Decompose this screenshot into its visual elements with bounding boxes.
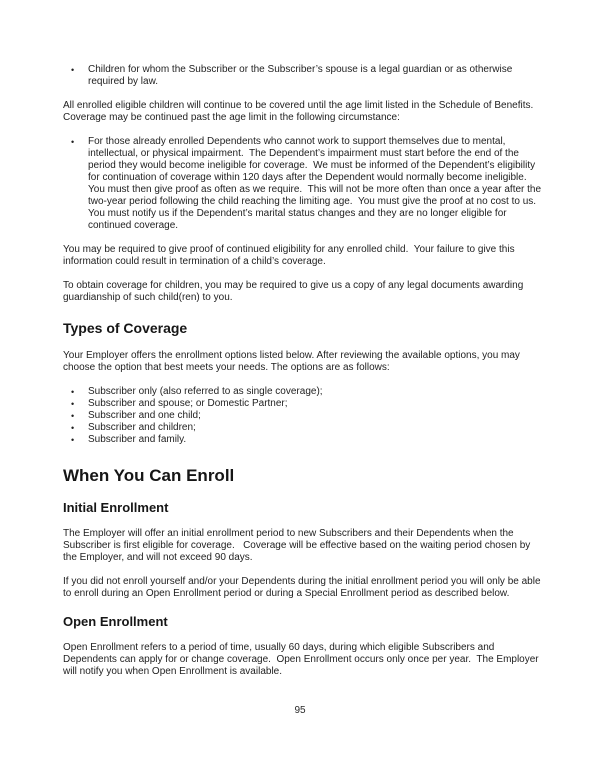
section-heading-initial-enrollment: Initial Enrollment	[63, 500, 169, 515]
coverage-option-text: Subscriber and children;	[88, 422, 196, 433]
paragraph-age-limit: All enrolled eligible children will continue to be covered until the age limit listed in the Schedule of Benefits. Coverage may be continued past the age limit in the following circumstance:	[63, 100, 534, 123]
paragraph-enrollment-options: Your Employer offers the enrollment options listed below. After reviewing the available options, you may choose the option that best meets your needs. The options are as follows:	[63, 350, 520, 373]
paragraph-legal-documents: To obtain coverage for children, you may be required to give us a copy of any legal documents awarding guardianship of such child(ren) to you.	[63, 280, 524, 303]
bullet-icon: •	[71, 399, 75, 409]
coverage-option-children	[63, 422, 542, 434]
coverage-option-one-child	[63, 410, 542, 422]
coverage-option-text: Subscriber and spouse; or Domestic Partner;	[88, 398, 288, 409]
coverage-option-text: Subscriber and family.	[88, 434, 187, 445]
paragraph-missed-enrollment: If you did not enroll yourself and/or your Dependents during the initial enrollment period you will only be able to enroll during an Open Enrollment period or during a Special Enrollment period as described below.	[63, 576, 541, 599]
bullet-item-impairment	[63, 136, 542, 232]
coverage-option-subscriber-only	[63, 386, 542, 398]
chapter-heading-when-you-can-enroll: When You Can Enroll	[63, 466, 235, 485]
coverage-option-text: Subscriber and one child;	[88, 410, 201, 421]
coverage-option-spouse	[63, 398, 542, 410]
bullet-icon: •	[71, 137, 75, 147]
coverage-options-list	[63, 386, 542, 446]
section-heading-types-of-coverage: Types of Coverage	[63, 320, 188, 336]
bullet-icon: •	[71, 423, 75, 433]
coverage-option-family	[63, 434, 542, 446]
bullet-item-guardian-text: Children for whom the Subscriber or the Subscriber’s spouse is a legal guardian or as otherwise required by law.	[88, 64, 513, 87]
paragraph-initial-enrollment: The Employer will offer an initial enrollment period to new Subscribers and their Dependents when the Subscriber is first eligible for coverage. Coverage will be effective based on the waiting period chosen by the Employer, and will not exceed 90 days.	[63, 528, 531, 563]
bullet-icon: •	[71, 65, 75, 75]
section-heading-open-enrollment: Open Enrollment	[63, 614, 168, 629]
paragraph-open-enrollment: Open Enrollment refers to a period of time, usually 60 days, during which eligible Subscribers and Dependents can apply for or change coverage. Open Enrollment occurs only once per year. The Employer will notify you when Open Enrollment is available.	[63, 642, 539, 677]
bullet-item-impairment-text: For those already enrolled Dependents who cannot work to support themselves due to mental, intellectual, or physical impairment. The Dependent’s impairment must start before the end of the period they would become ineligible for coverage. We must be informed of the Dependent’s eligibility for continuation of coverage within 120 days after the Dependent would normally become ineligible. You must then give proof as often as we require. This will not be more often than once a year after the two-year period following the child reaching the limiting age. You must give the proof at no cost to us. You must notify us if the Dependent’s marital status changes and they are no longer eligible for continued coverage.	[88, 136, 542, 231]
bullet-icon: •	[71, 387, 75, 397]
bullet-icon: •	[71, 435, 75, 445]
paragraph-proof-of-eligibility: You may be required to give proof of continued eligibility for any enrolled child. Your failure to give this information could result in termination of a child’s coverage.	[63, 244, 515, 267]
bullet-icon: •	[71, 411, 75, 421]
page-number: 95	[294, 705, 306, 716]
bullet-item-guardian	[63, 64, 542, 88]
coverage-option-text: Subscriber only (also referred to as single coverage);	[88, 386, 323, 397]
